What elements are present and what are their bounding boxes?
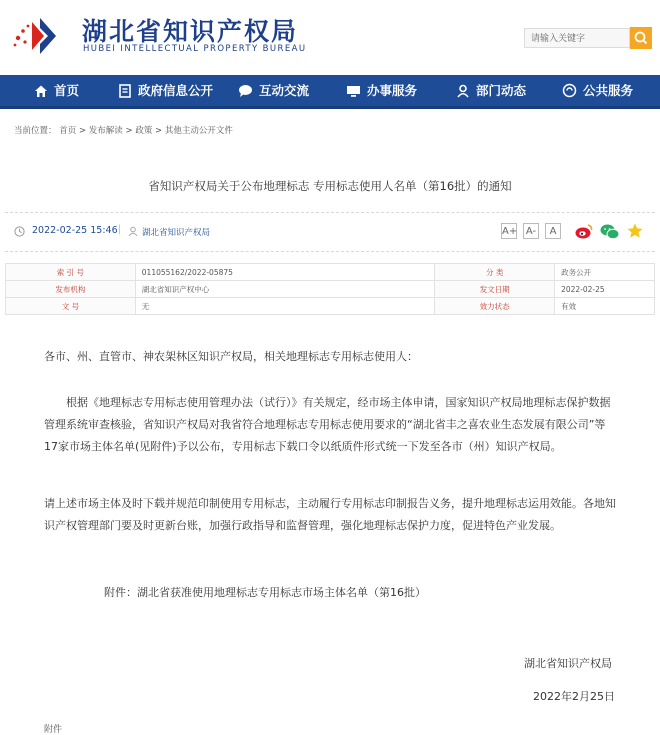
attachment-label: 附件	[44, 725, 63, 735]
table-row	[6, 281, 655, 298]
nav-label: 公共服务	[583, 83, 634, 98]
search-button[interactable]	[630, 27, 652, 49]
favorite-star-icon[interactable]	[626, 222, 644, 240]
site-subtitle: HUBEI INTELLECTUAL PROPERTY BUREAU	[83, 44, 307, 54]
site-title[interactable]: 湖北省知识产权局	[82, 17, 299, 46]
font-increase-button[interactable]: A+	[501, 223, 517, 239]
meta-separator: |	[118, 224, 122, 235]
nav-label: 首页	[54, 83, 80, 98]
service-icon	[562, 83, 577, 98]
breadcrumb	[14, 124, 233, 136]
breadcrumb-sep: >	[155, 126, 163, 136]
search-input[interactable]: 请输入关键字	[524, 28, 630, 48]
breadcrumb-link-release[interactable]: 发布解读	[88, 126, 123, 136]
breadcrumb-sep: >	[125, 126, 133, 136]
document-icon	[118, 84, 132, 98]
publish-date: 2022-02-25 15:46	[32, 225, 118, 236]
table-value: 011055162/2022-05875	[135, 264, 435, 281]
breadcrumb-prefix: 当前位置：	[14, 126, 57, 136]
breadcrumb-link-home[interactable]: 首页	[59, 126, 77, 136]
breadcrumb-link-other[interactable]: 其他主动公开文件	[164, 126, 233, 136]
info-table	[5, 263, 655, 315]
salutation: 各市、州、直管市、神农架林区知识产权局，相关地理标志专用标志使用人：	[44, 350, 418, 363]
nav-item-interaction[interactable]	[238, 75, 309, 106]
breadcrumb-link-policy[interactable]: 政策	[135, 126, 153, 136]
home-icon	[34, 84, 48, 98]
body-paragraph-1: 根据《地理标志专用标志使用管理办法（试行）》有关规定，经市场主体申请，国家知识产权局地理标志保护数据管理系统审查核验，省知识产权局对我省符合地理标志专用标志使用要求的“湖北省丰之喜农业生态发展有限公司”等17家市场主体名单(见附件)予以公布，专用标志下载口令以纸质件形式统一下发至各市（州）知识产权局。	[44, 396, 611, 453]
nav-item-services[interactable]	[346, 75, 417, 106]
site-header	[0, 0, 660, 75]
weibo-share-icon[interactable]	[574, 222, 594, 240]
table-key: 效力状态	[435, 298, 555, 315]
table-row	[6, 264, 655, 281]
sign-date: 2022年2月25日	[533, 690, 615, 703]
person-icon	[456, 84, 470, 98]
article-title: 省知识产权局关于公布地理标志 专用标志使用人名单（第16批）的通知	[148, 179, 512, 193]
breadcrumb-sep: >	[78, 126, 87, 136]
bureau-logo-icon	[10, 14, 74, 58]
table-value: 2022-02-25	[555, 281, 655, 298]
nav-item-gov-info[interactable]	[118, 75, 213, 106]
nav-item-home[interactable]	[34, 75, 79, 106]
table-value: 有效	[555, 298, 655, 315]
table-value: 湖北省知识产权中心	[135, 281, 435, 298]
table-key: 文 号	[6, 298, 136, 315]
nav-item-dept-news[interactable]	[456, 75, 526, 106]
font-reset-button[interactable]: A	[545, 223, 561, 239]
divider	[5, 212, 655, 213]
signature: 湖北省知识产权局	[524, 657, 612, 670]
table-key: 分 类	[435, 264, 555, 281]
main-nav	[0, 75, 660, 109]
table-row	[6, 298, 655, 315]
publish-author: 湖北省知识产权局	[142, 228, 211, 238]
nav-label: 部门动态	[476, 83, 527, 98]
table-key: 索 引 号	[6, 264, 136, 281]
font-decrease-button[interactable]: A-	[523, 223, 539, 239]
chat-icon	[238, 84, 253, 98]
clock-icon	[14, 226, 25, 237]
table-value: 政务公开	[555, 264, 655, 281]
search-icon	[630, 27, 652, 49]
body-paragraph-2: 请上述市场主体及时下载并规范印制使用专用标志，主动履行专用标志印制报告义务，提升地理标志运用效能。各地知识产权管理部门要及时更新台账，加强行政指导和监督管理，强化地理标志保护力度，促进特色产业发展。	[44, 497, 616, 532]
nav-label: 互动交流	[259, 83, 310, 98]
table-key: 发文日期	[435, 281, 555, 298]
nav-item-public-service[interactable]	[562, 75, 633, 106]
monitor-icon	[346, 84, 361, 98]
nav-label: 办事服务	[367, 83, 418, 98]
author-icon	[128, 226, 138, 237]
attachment-link[interactable]: 附件：湖北省获准使用地理标志专用标志市场主体名单（第16批）	[104, 586, 426, 599]
table-key: 发布机构	[6, 281, 136, 298]
nav-label: 政府信息公开	[138, 83, 214, 98]
table-value: 无	[135, 298, 435, 315]
wechat-share-icon[interactable]	[600, 223, 620, 240]
divider	[5, 251, 655, 252]
